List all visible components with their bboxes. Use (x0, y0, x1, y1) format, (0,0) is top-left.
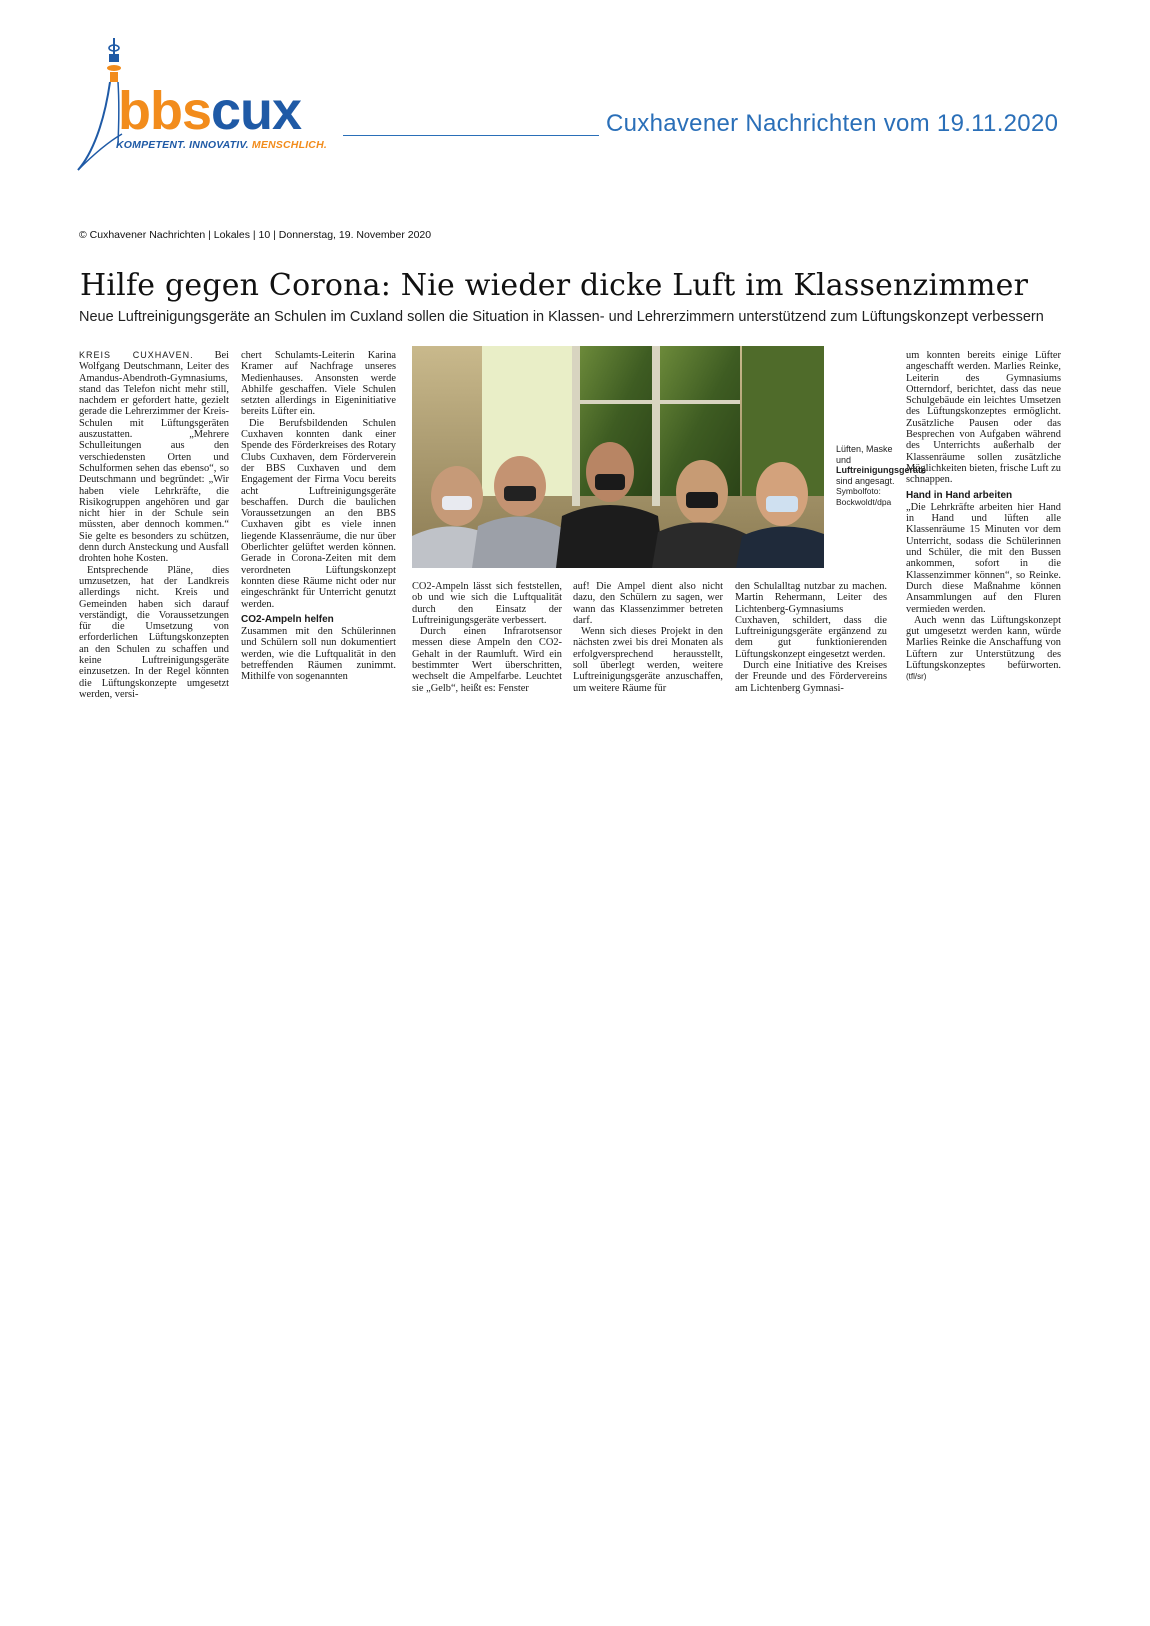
logo-wordmark (118, 81, 302, 141)
article-column-3 (412, 581, 562, 694)
paragraph: Wenn sich dieses Projekt in den nächsten zwei bis drei Monaten als erfolgversprechend herausstellt, soll überlegt werden, weitere Luftreinigungsgeräte anzuschaffen, um weitere Räume für (573, 626, 723, 694)
article-column-5 (735, 581, 887, 694)
article-column-6 (906, 350, 1061, 690)
logo-bbs: bbs (118, 81, 212, 141)
subheading: CO2-Ampeln helfen (241, 613, 334, 625)
article-subhead: Neue Luftreinigungsgeräte an Schulen im Cuxland sollen die Situation in Klassen- und Lehrerzimmern unterstützend zum Lüftungskonzept verbessern (79, 309, 1044, 325)
article-headline: Hilfe gegen Corona: Nie wieder dicke Luft im Klassenzimmer (80, 268, 1029, 303)
logo-cux: cux (211, 81, 302, 141)
bbscux-logo (74, 34, 334, 184)
photo-caption (836, 444, 927, 507)
paragraph-text: Auch wenn das Lüftungskonzept gut umgesetzt werden kann, würde Marlies Reinke die Anschaffung von Lüftern zur Unterstützung des Lüftungskonzeptes befürworten. (906, 614, 1061, 672)
article-column-2 (241, 350, 396, 690)
paragraph (906, 615, 1061, 683)
paragraph: Entsprechende Pläne, dies umzusetzen, hat der Landkreis allerdings nicht. Kreis und Gemeinden haben sich darauf verständigt, die Voraussetzungen für die Umsetzung von erforderlichen Lüftungskonzepten an den Schulen zu schaffen und keine Luftreinigungsgeräte einzusetzen. In der Regel könnten die Lüftungskonzepte umgesetzt werden, versi- (79, 564, 229, 700)
paragraph: Durch einen Infrarotsensor messen diese Ampeln den CO2-Gehalt in der Raumluft. Wird ein bestimmter Wert überschritten, wechselt die Ampelfarbe. Leuchtet sie „Gelb“, heißt es: Fenster (412, 626, 562, 694)
photo-credit: Symbolfoto: Bockwoldt/dpa (836, 486, 892, 507)
paragraph-text: Bei Wolfgang Deutschmann, Leiter des Amandus-Abendroth-Gymnasiums, stand das Telefon nicht mehr still, nachdem er gefordert hatte, gezielt gerade die Lehrerzimmer der Kreis-Schulen mit Lüftungsgeräten auszustatten. „Mehrere Schulleitungen aus den verschiedensten Orten und Schulformen sehen das ebenso“, so Deutschmann und begründet: „Wir haben viele Lehrkräfte, die Risikogruppen angehören und gar nicht hier in der Schule sein müssten, aber dennoch kommen.“ Sie gelte es besonders zu schützen, denn durch Ansteckung und Ausfall drohten hohe Kosten. (79, 350, 229, 565)
paragraph: Durch eine Initiative des Kreises der Freunde und des Fördervereins am Lichtenberg Gymnasi- (735, 660, 887, 694)
subheading: Hand in Hand arbeiten (906, 489, 1013, 501)
paragraph: den Schulalltag nutzbar zu machen. Martin Rehermann, Leiter des Lichtenberg-Gymnasiums Cuxhaven, schildert, dass die Luftreinigungsgeräte ergänzend zu dem gut funktionierenden Lüftungskonzept eingesetzt werden. (735, 581, 887, 660)
paragraph: „Die Lehrkräfte arbeiten hier Hand in Hand und lüften alle Klassenräume 15 Minuten vor dem Unterricht, sodass die Schülerinnen und Schüler, die mit den Bussen ankommen, sofort in die Klassenzimmer können“, so Reinke. Durch diese Maßnahme können Ansammlungen auf den Fluren vermieden werden. (906, 501, 1061, 615)
article-photo (412, 346, 824, 568)
paragraph: CO2-Ampeln lässt sich feststellen, ob und wie sich die Luftqualität durch den Einsatz der Luftreinigungsgeräte verbessert. (412, 581, 562, 626)
caption-text: sind angesagt. (836, 475, 895, 486)
author-signature: (tfl/sr) (906, 672, 927, 682)
caption-bold: Luftreinigungsgeräte (836, 465, 927, 475)
paragraph: chert Schulamts-Leiterin Karina Kramer auf Nachfrage unseres Medienhauses. Ansonsten werde Abhilfe geschaffen. Viele Schulen setzten allerdings in Eigeninitiative bereits Lüfter ein. (241, 350, 396, 418)
logo-tagline-blue: KOMPETENT. INNOVATIV. (116, 139, 249, 151)
logo-tagline (116, 139, 327, 151)
header-divider (343, 135, 599, 136)
logo-tagline-orange: MENSCHLICH. (251, 139, 327, 151)
source-line: © Cuxhavener Nachrichten | Lokales | 10 | Donnerstag, 19. November 2020 (79, 229, 432, 241)
paragraph (79, 350, 229, 565)
classroom-photo (412, 346, 824, 568)
paragraph: auf! Die Ampel dient also nicht dazu, den Schülern zu sagen, wer wann das Klassenzimmer betreten darf. (573, 581, 723, 626)
article-column-4 (573, 581, 723, 694)
paragraph: Die Berufsbildenden Schulen Cuxhaven konnten dank einer Spende des Förderkreises des Rotary Clubs Cuxhaven, dem Förderverein der BBS Cuxhaven und dem Engagement der Firma Vocu bereits acht Luftreinigungsgeräte beschaffen. Durch die baulichen Voraussetzungen an den BBS Cuxhaven gibt es viele innen liegende Klassenräume, die nur über Oberlichter gelüftet werden können. Gerade in Corona-Zeiten mit dem verordneten Lüftungskonzept konnten diese Räume nicht oder nur eingeschränkt für Unterricht genutzt werden. (241, 417, 396, 610)
dateline: KREIS CUXHAVEN. (79, 350, 194, 360)
paragraph: Zusammen mit den Schülerinnen und Schülern soll nun dokumentiert werden, wie die Luftqualität in den betreffenden Räumen zunimmt. Mithilfe von sogenannten (241, 626, 396, 683)
article-column-1 (79, 350, 229, 700)
paragraph: um konnten bereits einige Lüfter angeschafft werden. Marlies Reinke, Leiterin des Gymnasiums Otterndorf, berichtet, dass das neue Schulgebäude ein leichtes Umsetzen des Lüftungskonzeptes ermöglicht. Zusätzliche Pausen oder das Besprechen von Aufgaben während des Unterrichts außerhalb der Klassenräume sollen zusätzliche Möglichkeiten bieten, frische Luft zu schnappen. (906, 350, 1061, 486)
header-title: Cuxhavener Nachrichten vom 19.11.2020 (606, 110, 1059, 137)
caption-text: Lüften, Maske und (836, 444, 893, 465)
